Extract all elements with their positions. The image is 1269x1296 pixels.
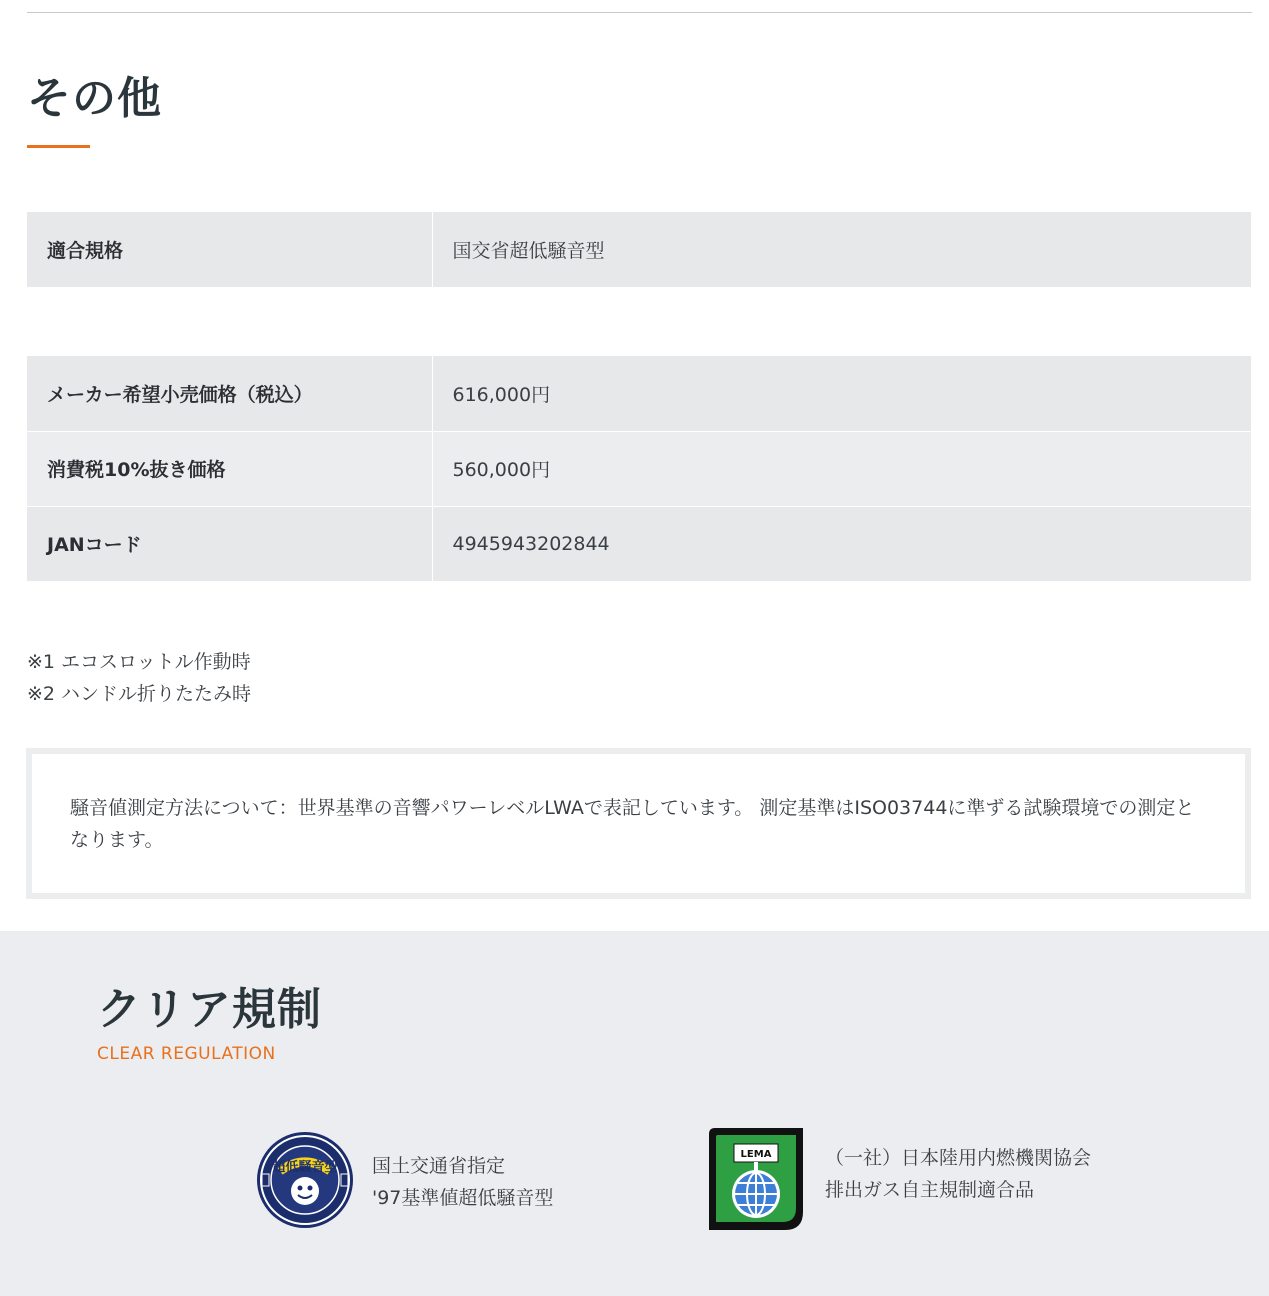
badge-caption-line: 排出ガス自主規制適合品 bbox=[825, 1179, 1035, 1201]
table-row bbox=[27, 212, 1251, 287]
footnote: ※2 ハンドル折りたたみ時 bbox=[27, 683, 252, 705]
measurement-notice-box bbox=[26, 748, 1251, 899]
spec-table-standards bbox=[27, 212, 1251, 288]
table-row bbox=[27, 356, 1251, 431]
measurement-notice-text: 騒音値測定方法について：世界基準の音響パワーレベルLWAで表記しています。 測定基準はISO03744に準ずる試験環境での測定となります。 bbox=[70, 797, 1195, 851]
section-title-other: その他 bbox=[27, 73, 162, 124]
lema-emission-icon bbox=[707, 1126, 805, 1236]
badge-lema bbox=[707, 1126, 1091, 1236]
spec-table-price bbox=[27, 356, 1251, 582]
clear-regulation-section bbox=[0, 931, 1269, 1296]
spec-label: 適合規格 bbox=[27, 212, 432, 287]
ultra-low-noise-seal-icon bbox=[256, 1131, 354, 1233]
badge-caption-line: （一社）日本陸用内燃機関協会 bbox=[825, 1147, 1092, 1169]
seal-label: 超低騒音型 bbox=[272, 1160, 338, 1175]
spec-label: メーカー希望小売価格（税込） bbox=[27, 356, 432, 431]
table-row bbox=[27, 506, 1251, 581]
spec-value: 4945943202844 bbox=[432, 506, 1251, 581]
spec-label: JANコード bbox=[27, 506, 432, 581]
spec-value: 560,000円 bbox=[432, 431, 1251, 506]
badge-caption bbox=[372, 1150, 553, 1214]
spec-value: 616,000円 bbox=[432, 356, 1251, 431]
spec-value: 国交省超低騒音型 bbox=[432, 212, 1251, 287]
spec-label: 消費税10%抜き価格 bbox=[27, 431, 432, 506]
badge-caption bbox=[825, 1142, 1091, 1206]
badge-caption-line: 国土交通省指定 bbox=[372, 1155, 506, 1177]
top-divider bbox=[27, 12, 1252, 13]
table-row bbox=[27, 431, 1251, 506]
title-underline bbox=[27, 145, 90, 148]
section-subtitle: CLEAR REGULATION bbox=[97, 1044, 276, 1064]
footnote: ※1 エコスロットル作動時 bbox=[27, 651, 251, 673]
footnotes bbox=[27, 646, 251, 710]
section-title-clear-regulation: クリア規制 bbox=[97, 984, 322, 1035]
badge-ultra-low-noise bbox=[256, 1131, 553, 1233]
lema-label: LEMA bbox=[740, 1149, 772, 1160]
badge-caption-line: '97基準値超低騒音型 bbox=[372, 1187, 554, 1209]
